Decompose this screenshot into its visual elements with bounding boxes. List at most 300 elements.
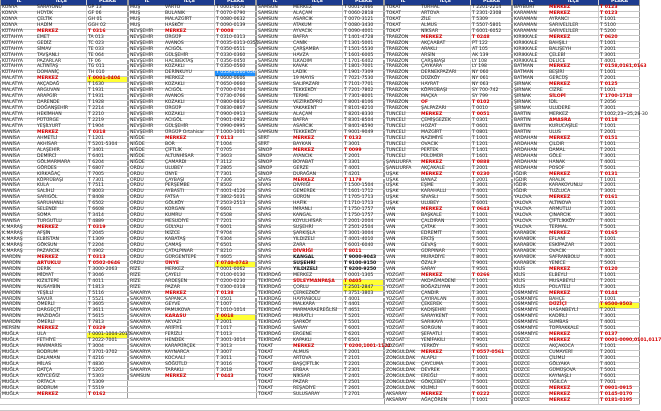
district-cell: HÜYÜK: [37, 10, 53, 16]
district-cell: GEDİZ: [37, 40, 52, 46]
district-cell: ÜNYE: [165, 171, 178, 177]
district-cell: AYBASTI: [165, 189, 184, 195]
district-cell: BAHÇE: [549, 296, 565, 302]
plate-cell: T 1004: [214, 143, 256, 148]
plate-cell: T 3046: [86, 274, 128, 279]
district-cell: MERKEZ: [37, 76, 59, 82]
province-cell: MUĞLA: [0, 339, 36, 344]
district-cell: GÖKÇEBEY: [421, 379, 446, 385]
plate-cell: T 0001-2466: [342, 6, 384, 11]
district-cell: BAHŞILI: [549, 40, 567, 46]
plate-cell: AT 105: [470, 48, 512, 53]
district-cell: ERGENE: [293, 332, 312, 338]
province-cell: SİVAS: [256, 238, 292, 243]
province-cell: YOZGAT: [384, 298, 420, 303]
province-cell: MALATYA: [0, 125, 36, 130]
plate-cell: T 3603: [214, 155, 256, 160]
district-cell: BOR: [165, 141, 175, 147]
plate-cell: TA 013: [86, 36, 128, 41]
province-cell: MUĞLA: [0, 345, 36, 350]
province-cell: RİZE: [128, 274, 164, 279]
plate-cell: T 7301: [214, 173, 256, 178]
district-cell: DOĞANŞEHİR: [37, 106, 69, 112]
province-cell: VAN: [384, 262, 420, 267]
district-cell: BOĞAZLIYAN: [421, 284, 451, 290]
district-cell: OVACIK: [421, 141, 439, 147]
plate-cell: T 7301-8001: [342, 95, 384, 100]
province-cell: UŞAK: [384, 196, 420, 201]
province-cell: ŞIRNAK: [512, 83, 548, 88]
province-cell: ZONGULDAK: [384, 369, 420, 374]
plate-cell: T 0001-1004-2010: [88, 332, 131, 338]
district-cell: BAYKAN: [293, 141, 312, 147]
province-cell: SİNOP: [256, 167, 292, 172]
province-cell: SAKARYA: [128, 327, 164, 332]
district-cell: MERKEZ: [37, 326, 59, 332]
plate-cell: T 0123: [598, 6, 640, 11]
province-cell: IĞDIR: [512, 190, 548, 195]
province-cell: ZONGULDAK: [384, 375, 420, 380]
plate-cell: NY 060: [470, 71, 512, 76]
plate-cell: T 3605: [86, 303, 128, 308]
district-cell: ÖZALP: [421, 260, 437, 266]
province-cell: TOKAT: [256, 351, 292, 356]
plate-cell: T 1001: [598, 202, 640, 207]
province-cell: KONYA: [0, 6, 36, 11]
plate-cell: T 1007: [214, 303, 256, 308]
province-cell: SAMSUN: [256, 60, 292, 65]
plate-cell: T 5501: [342, 321, 384, 326]
province-cell: TOKAT: [256, 375, 292, 380]
province-cell: TOKAT: [256, 387, 292, 392]
district-cell: KAYNAŞLI: [549, 373, 571, 379]
province-cell: TEKİRDAĞ: [256, 309, 292, 314]
plate-cell: NY 063: [470, 83, 512, 88]
plate-cell: T 8502: [214, 184, 256, 189]
district-cell: ARALIK: [549, 177, 566, 183]
plate-cell: T 6001: [342, 327, 384, 332]
plate-cell: T 0181-0195: [598, 399, 640, 404]
plate-cell: T 1750-1757: [342, 214, 384, 219]
province-cell: SİVAS: [256, 208, 292, 213]
plate-cell: PT 122: [470, 42, 512, 47]
province-cell: VAN: [384, 208, 420, 213]
district-cell: MERKEZ: [549, 4, 571, 10]
plate-cell: T 1001: [598, 71, 640, 76]
district-cell: SUŞEHRİ: [293, 225, 314, 231]
district-cell: ÇAMARDI: [165, 159, 187, 165]
province-cell: SAMSUN: [256, 30, 292, 35]
plate-cell: T 0266: [470, 274, 512, 279]
province-cell: YOZGAT: [384, 274, 420, 279]
district-cell: ÖMERLİ: [37, 320, 55, 326]
plate-cell: LY 198: [470, 65, 512, 70]
province-cell: DÜZCE: [512, 399, 548, 404]
district-cell: GÖLMARMARA: [37, 159, 71, 165]
plate-cell: T 2001: [598, 351, 640, 356]
district-cell: KOZAKLI: [165, 64, 185, 70]
province-cell: TRABZON: [384, 60, 420, 65]
district-cell: ŞARKÖY: [293, 320, 312, 326]
district-cell: KAPAKLI: [293, 338, 312, 344]
plate-cell: T 0144: [598, 292, 640, 297]
district-cell: GERCÜŞ: [549, 76, 568, 82]
plate-cell: T 2301: [342, 369, 384, 374]
plate-cell: T 4605: [214, 256, 256, 261]
province-cell: OSMANİYE: [512, 315, 548, 320]
plate-cell: T 6001: [470, 309, 512, 314]
plate-cell: T 1001: [470, 214, 512, 219]
district-cell: GEMEREK: [293, 189, 316, 195]
district-cell: KIZILTEPE: [37, 278, 60, 284]
plate-cell: T 3004: [86, 345, 128, 350]
plate-cell: T 4001: [598, 161, 640, 166]
province-cell: MUĞLA: [0, 387, 36, 392]
district-cell: ARSİN: [421, 52, 436, 58]
plate-cell: T 4001: [470, 375, 512, 380]
province-cell: MARDİN: [0, 268, 36, 273]
district-cell: ÜRGÜP: [165, 34, 182, 40]
plate-cell: T 3001: [598, 155, 640, 160]
plate-cell: T 1630: [86, 83, 128, 88]
province-cell: MUĞLA: [0, 357, 36, 362]
province-cell: ARDAHAN: [512, 167, 548, 172]
district-cell: MERKEZ: [549, 34, 571, 40]
district-cell: MERKEZ: [165, 266, 185, 272]
district-cell: TARAKLI: [165, 367, 184, 373]
province-cell: OSMANİYE: [512, 309, 548, 314]
province-cell: ZONGULDAK: [384, 381, 420, 386]
plate-cell: T 0310-0313: [214, 36, 256, 41]
province-cell: NEVŞEHİR: [128, 48, 164, 53]
district-cell: DAMAL: [549, 147, 566, 153]
province-cell: SAKARYA: [128, 333, 164, 338]
plate-cell: T 2045: [86, 232, 128, 237]
plate-cell: T 8201-8330: [342, 113, 384, 118]
province-cell: ORDU: [128, 208, 164, 213]
province-cell: SİNOP: [256, 161, 292, 166]
district-cell: KARAKOYUNLU: [549, 183, 583, 189]
province-cell: ARDAHAN: [512, 137, 548, 142]
plate-cell: T 3301: [342, 161, 384, 166]
province-cell: BATMAN: [512, 71, 548, 76]
district-cell: AKÇADAĞ: [37, 82, 60, 88]
plate-cell: T 8301-8504: [342, 119, 384, 124]
plate-cell: T 3001: [470, 184, 512, 189]
district-cell: GÜRÜN: [293, 195, 310, 201]
district-cell: ACIGÖL: [165, 88, 183, 94]
district-cell: AKÇAABAT: [421, 40, 446, 46]
plate-cell: T 1000-1001: [214, 131, 256, 136]
plate-cell: T 5507-5801: [470, 24, 512, 29]
header-il: İL: [256, 0, 292, 5]
header-ilce: İLÇE: [164, 0, 214, 5]
province-cell: SAMSUN: [256, 101, 292, 106]
district-cell: DATÇA: [37, 367, 53, 373]
province-cell: MANİSA: [0, 173, 36, 178]
plate-cell: T 9001: [470, 262, 512, 267]
header-ilce: İLÇE: [292, 0, 342, 5]
province-cell: NEVŞEHİR: [128, 83, 164, 88]
province-cell: MANİSA: [0, 214, 36, 219]
plate-cell: T 7001: [470, 250, 512, 255]
province-cell: TOKAT: [256, 381, 292, 386]
district-cell: ÇATALPINAR: [165, 248, 194, 254]
province-cell: NEVŞEHİR: [128, 42, 164, 47]
province-cell: MANİSA: [0, 190, 36, 195]
district-cell: ASARCIK: [293, 123, 313, 129]
district-cell: TEKKEKÖY: [293, 88, 317, 94]
province-cell: NİĞDE: [128, 143, 164, 148]
district-cell: SÖĞÜTLÜ: [165, 361, 187, 367]
province-cell: KÜTAHYA: [0, 60, 36, 65]
district-cell: HACIBEKTAŞ: [165, 58, 194, 64]
province-cell: RİZE: [128, 268, 164, 273]
province-cell: OSMANİYE: [512, 333, 548, 338]
plate-cell: T 3611: [86, 309, 128, 314]
province-cell: KİLİS: [512, 268, 548, 273]
province-cell: MANİSA: [0, 220, 36, 225]
plate-cell: T 1801-7001: [342, 65, 384, 70]
plate-cell: T 9001-9049: [342, 131, 384, 136]
province-cell: ZONGULDAK: [384, 363, 420, 368]
plate-cell: T 0329: [86, 327, 128, 332]
plate-cell: T 0316: [86, 30, 128, 35]
province-cell: TOKAT: [384, 24, 420, 29]
district-cell: ALAŞEHİR: [37, 147, 60, 153]
province-cell: SAMSUN: [256, 131, 292, 136]
plate-cell: T 7101-7701: [342, 83, 384, 88]
district-cell: SAVUR: [37, 296, 53, 302]
province-cell: IĞDIR: [512, 184, 548, 189]
plate-cell: T 0125: [598, 83, 640, 88]
province-cell: OSMANİYE: [512, 298, 548, 303]
plate-cell: T 1301-5001: [342, 42, 384, 47]
province-cell: ORDU: [128, 202, 164, 207]
district-cell: MAZIDAĞI: [37, 314, 61, 320]
province-cell: ORDU: [128, 232, 164, 237]
district-cell: CUMAYERİ: [549, 350, 573, 356]
district-cell: HOZAT: [421, 123, 437, 129]
district-cell: TAVŞANLI: [37, 52, 59, 58]
district-cell: ORTACA: [37, 379, 56, 385]
province-cell: TRABZON: [384, 36, 420, 41]
district-cell: ÇELEBİ: [549, 52, 566, 58]
district-cell: KÖPRÜBAŞI: [421, 88, 448, 94]
province-cell: YALOVA: [512, 196, 548, 201]
plate-cell: T 4401: [342, 303, 384, 308]
plate-cell: T 2001-2004: [342, 220, 384, 225]
plate-cell: T 8210: [214, 250, 256, 255]
plate-cell: T 3401: [86, 149, 128, 154]
province-cell: KARABÜK: [512, 244, 548, 249]
province-cell: VAN: [384, 214, 420, 219]
district-cell: ARDEŞEN: [165, 278, 188, 284]
plate-cell: T 2501: [342, 381, 384, 386]
plate-cell: T 3001: [598, 54, 640, 59]
district-cell: POSOF: [549, 165, 565, 171]
district-cell: GEYVE: [165, 302, 181, 308]
district-cell: ASARCIK: [293, 16, 313, 22]
plate-cell: T 2701: [342, 393, 384, 398]
province-cell: MANİSA: [0, 184, 36, 189]
province-cell: OSMANİYE: [512, 327, 548, 332]
province-cell: KARABÜK: [512, 238, 548, 243]
district-cell: MERKEZ: [37, 129, 59, 135]
province-cell: KÜTAHYA: [0, 71, 36, 76]
province-cell: TUNCELİ: [384, 125, 420, 130]
district-cell: ÇEKEREK: [421, 302, 443, 308]
province-cell: YOZGAT: [384, 321, 420, 326]
plate-cell: T 5303: [86, 375, 128, 380]
district-cell: ARGUVAN: [37, 88, 60, 94]
plate-cell: T 3414: [86, 214, 128, 219]
plate-cell: T 6001: [598, 375, 640, 380]
plate-cell: T 7021-7530: [342, 77, 384, 82]
province-cell: SİNOP: [256, 155, 292, 160]
plate-cell: T 2001: [470, 179, 512, 184]
district-cell: MERKEZ: [549, 290, 571, 296]
province-cell: SİVAS: [256, 220, 292, 225]
plate-cell: T 8003: [86, 190, 128, 195]
plate-cell: T 2001: [470, 286, 512, 291]
plate-cell: T 0018: [214, 315, 256, 320]
plate-cell: T 1179: [342, 179, 384, 184]
plate-cell: T 6401: [86, 155, 128, 160]
district-cell: YEŞİLLİ: [37, 290, 54, 296]
plate-cell: T 0705: [214, 149, 256, 154]
district-cell: HENDEK: [165, 338, 185, 344]
plate-cell: T 1401-4728: [342, 36, 384, 41]
district-cell: ÇANDIR: [421, 290, 439, 296]
district-cell: PAZARLAR: [37, 58, 62, 64]
province-cell: MARDİN: [0, 315, 36, 320]
plate-cell: T 5001: [598, 262, 640, 267]
district-cell: MERKEZ: [421, 34, 443, 40]
province-cell: SAMSUN: [256, 48, 292, 53]
plate-cell: T 2201-2214: [470, 6, 512, 11]
district-cell: ESKİPAZAR: [549, 242, 575, 248]
plate-cell: T 2001: [342, 155, 384, 160]
district-cell: SÜLEYMANPAŞA: [293, 278, 335, 284]
province-cell: KÜTAHYA: [0, 48, 36, 53]
plate-cell: T 2210: [86, 113, 128, 118]
district-cell: YIĞILCA: [549, 379, 567, 385]
province-cell: KARABÜK: [512, 250, 548, 255]
province-cell: SİVAS: [256, 262, 292, 267]
province-cell: ORDU: [128, 173, 164, 178]
district-cell: HAFİK: [293, 201, 307, 207]
province-cell: ORDU: [128, 196, 164, 201]
plate-cell: T 0100-0130: [214, 274, 256, 279]
plate-cell: T 3001: [470, 369, 512, 374]
province-cell: TEKİRDAĞ: [256, 321, 292, 326]
district-cell: AYANCIK: [293, 153, 313, 159]
province-cell: MARDİN: [0, 280, 36, 285]
district-cell: BOYABAT: [293, 159, 314, 165]
plate-cell: T 0230: [470, 173, 512, 178]
plate-cell: T 1001: [598, 238, 640, 243]
plate-cell: T 5001: [470, 381, 512, 386]
plate-cell: T 4011: [86, 280, 128, 285]
province-cell: MUŞ: [128, 18, 164, 23]
plate-cell: T 3000-2063: [86, 268, 128, 273]
district-cell: AYRANCI: [549, 16, 569, 22]
plate-cell: T 0090-4001: [342, 30, 384, 35]
province-cell: NEVŞEHİR: [128, 113, 164, 118]
district-cell: MERKEZ: [549, 397, 571, 403]
district-cell: DALAMAN: [37, 356, 60, 361]
district-cell: ACIGÖL: [165, 118, 183, 123]
province-cell: SİVAS: [256, 256, 292, 261]
province-cell: VAN: [384, 268, 420, 273]
province-cell: TOKAT: [384, 12, 420, 17]
province-cell: SİVAS: [256, 190, 292, 195]
plate-cell: T 6508: [214, 214, 256, 219]
district-cell: MALAZGİRT: [165, 16, 192, 22]
province-cell: TUNCELİ: [384, 155, 420, 160]
plate-cell: T 1001: [598, 125, 640, 130]
plate-cell: T 6304: [214, 238, 256, 243]
header-il: İL: [512, 0, 548, 5]
province-cell: TUNCELİ: [384, 119, 420, 124]
plate-cell: T 5309: [86, 381, 128, 386]
province-cell: DÜZCE: [512, 387, 548, 392]
district-cell: SİLOPİ: [549, 94, 566, 100]
plate-cell: T 0008: [214, 30, 256, 35]
plate-cell: T 0200,1001-1122: [344, 344, 391, 350]
district-cell: CANİK: [293, 40, 308, 46]
province-cell: MUĞLA: [0, 375, 36, 380]
district-cell: MERKEZ: [293, 272, 313, 278]
plate-cell: T 7001: [598, 381, 640, 386]
plate-cell: T 1017: [214, 327, 256, 332]
plate-cell: T 6501: [342, 339, 384, 344]
province-cell: ZONGULDAK: [384, 387, 420, 392]
province-cell: SAKARYA: [128, 309, 164, 314]
province-cell: SAMSUN: [256, 65, 292, 70]
plate-cell: T 6001: [470, 244, 512, 249]
district-cell: ALAÇAM: [293, 10, 313, 16]
district-cell: ÇİLİMLİ: [549, 356, 566, 361]
province-cell: NEVŞEHİR: [128, 107, 164, 112]
plate-cell: T 4651: [342, 309, 384, 314]
province-cell: MANİSA: [0, 155, 36, 160]
plate-cell: T 6001-6052: [470, 30, 512, 35]
province-cell: MANİSA: [0, 161, 36, 166]
province-cell: TEKİRDAĞ: [256, 333, 292, 338]
district-cell: PAZARCIK: [37, 248, 60, 254]
province-cell: ORDU: [128, 220, 164, 225]
province-cell: UŞAK: [384, 173, 420, 178]
district-cell: POLATELİ: [549, 284, 571, 290]
district-cell: KANGAL: [293, 213, 312, 219]
district-cell: MERKEZ: [549, 231, 571, 237]
plate-cell: SY 700-742: [470, 89, 512, 94]
province-cell: NİĞDE: [128, 149, 164, 154]
district-cell: BAŞKALE: [421, 213, 442, 219]
district-cell: AKHİSAR: [37, 141, 58, 147]
province-cell: VAN: [384, 250, 420, 255]
province-cell: KIRIKKALE: [512, 36, 548, 41]
district-cell: GÜRGENTEPE: [165, 254, 197, 260]
province-cell: K.MARAŞ: [0, 250, 36, 255]
province-cell: SAMSUN: [256, 119, 292, 124]
province-cell: SAMSUN: [256, 24, 292, 29]
province-cell: DÜZCE: [512, 345, 548, 350]
plate-cell: T 1750-1757: [342, 208, 384, 213]
province-cell: TRABZON: [384, 71, 420, 76]
